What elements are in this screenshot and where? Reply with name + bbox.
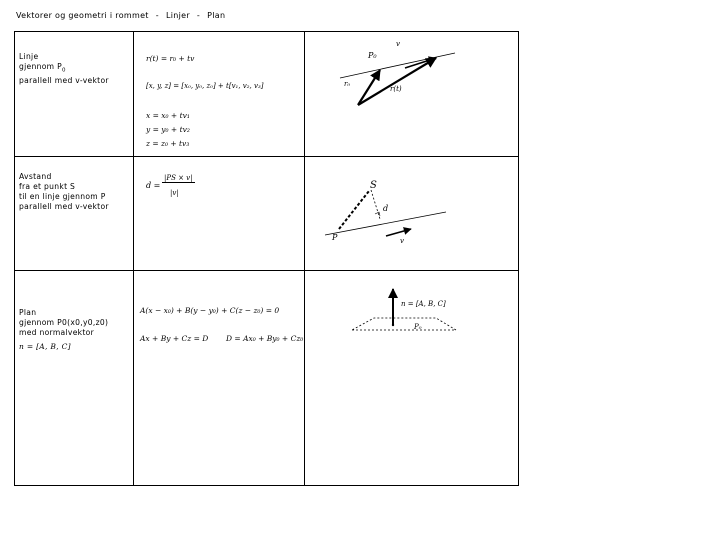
p-label: P — [332, 233, 338, 242]
normal-vector-label: n = [A, B, C] — [19, 342, 71, 351]
label-line: til en linje gjennom P — [19, 192, 106, 201]
s-label: S — [370, 180, 377, 191]
distance-numerator: |PS × v| — [164, 174, 193, 182]
coordinate-equation: [x, y, z] = [x₀, y₀, z₀] + t[v₁, v₂, v₃] — [146, 82, 264, 90]
rt-label: r(t) — [390, 85, 402, 93]
label-line: fra et punkt S — [19, 182, 76, 191]
title-separator: - — [155, 11, 159, 20]
label-line: parallell med v-vektor — [19, 75, 109, 85]
v-label: v — [396, 40, 400, 48]
title-part-2: Linjer — [165, 11, 190, 20]
parametric-x: x = x₀ + tv₁ — [146, 111, 190, 120]
title-part-1: Vektorer og geometri i rommet — [16, 11, 149, 20]
p0-point — [392, 324, 394, 326]
label-line: parallell med v-vektor — [19, 202, 109, 211]
title-part-3: Plan — [207, 11, 226, 20]
label-line: Linje — [19, 52, 39, 61]
label-line: Plan — [19, 308, 37, 317]
label-line: gjennom $P_0$ — [19, 62, 66, 74]
d-equation: D = Ax₀ + By₀ + Cz₀ — [226, 334, 304, 343]
r0-label: r₀ — [344, 80, 351, 88]
distance-denominator: |v| — [170, 189, 179, 197]
plane-parallelogram — [352, 318, 456, 330]
vector-equation: r(t) = r₀ + tv — [146, 54, 195, 63]
parametric-y: y = y₀ + tv₂ — [146, 125, 190, 134]
d-label: d — [383, 204, 389, 213]
parametric-z: z = z₀ + tv₃ — [146, 139, 190, 148]
label-line: Avstand — [19, 172, 52, 181]
general-equation: Ax + By + Cz = D — [140, 334, 209, 343]
p0-label: P₀ — [368, 51, 377, 60]
distance-d: d = — [146, 181, 161, 190]
p0-label: P₀ — [414, 323, 422, 331]
plane-equation: A(x − x₀) + B(y − y₀) + C(z − z₀) = 0 — [140, 306, 280, 315]
n-label: n = [A, B, C] — [401, 300, 446, 308]
v-label: v — [400, 237, 404, 245]
title-separator: - — [196, 11, 201, 20]
label-line: med normalvektor — [19, 328, 95, 337]
label-line: gjennom P0(x0,y0,z0) — [19, 318, 109, 327]
